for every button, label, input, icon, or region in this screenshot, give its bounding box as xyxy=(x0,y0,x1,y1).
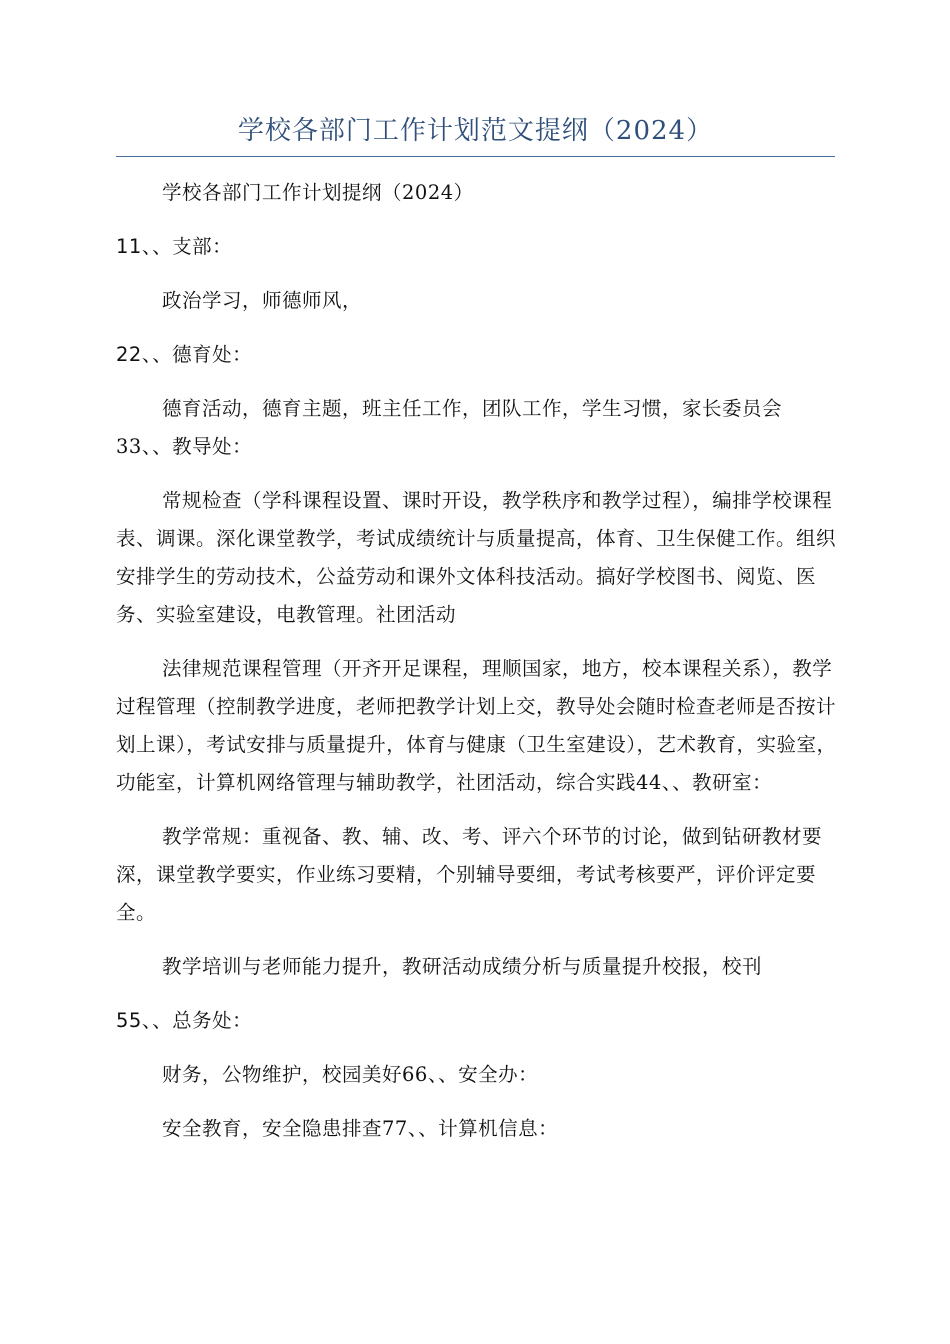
paragraph-general-affairs: 财务，公物维护，校园美好66、、安全办： xyxy=(162,1063,539,1086)
section-heading-branch: 11、、支部： xyxy=(116,235,233,258)
paragraph-teaching-routine: 常规检查（学科课程设置、课时开设，教学秩序和教学过程），编排学校课程表、调课。深化课堂教学，考试成绩统计与质量提高，体育、卫生保健工作。组织安排学生的劳动技术，公益劳动和课外文体科技活动。搞好学校图书、阅览、医务、实验室建设，电教管理。社团活动 xyxy=(116,489,837,626)
paragraph-branch: 政治学习，师德师风， xyxy=(162,289,363,312)
section-heading-moral: 22、、德育处： xyxy=(116,343,253,366)
paragraph-research-routine: 教学常规：重视备、教、辅、改、考、评六个环节的讨论，做到钻研教材要深，课堂教学要实，作业练习要精，个别辅导要细，考试考核要严，评价评定要全。 xyxy=(116,825,823,924)
paragraph-moral: 德育活动，德育主题，班主任工作，团队工作，学生习惯，家长委员会33、、教导处： xyxy=(116,397,783,458)
title-block xyxy=(116,108,835,157)
paragraph-teaching-management: 法律规范课程管理（开齐开足课程，理顺国家，地方，校本课程关系），教学过程管理（控制教学进度，老师把教学计划上交，教导处会随时检查老师是否按计划上课），考试安排与质量提升，体育与健康（卫生室建设），艺术教育，实验室，功能室，计算机网络管理与辅助教学，社团活动，综合实践44、、教研室： xyxy=(116,657,837,794)
subtitle-paragraph: 学校各部门工作计划提纲（2024） xyxy=(162,181,474,204)
document-title: 学校各部门工作计划范文提纲（2024） xyxy=(237,116,714,146)
section-heading-general-affairs: 55、、总务处： xyxy=(116,1009,253,1032)
document-body xyxy=(116,174,838,1148)
paragraph-training: 教学培训与老师能力提升，教研活动成绩分析与质量提升校报，校刊 xyxy=(162,955,763,978)
paragraph-safety: 安全教育，安全隐患排查77、、计算机信息： xyxy=(162,1117,559,1140)
